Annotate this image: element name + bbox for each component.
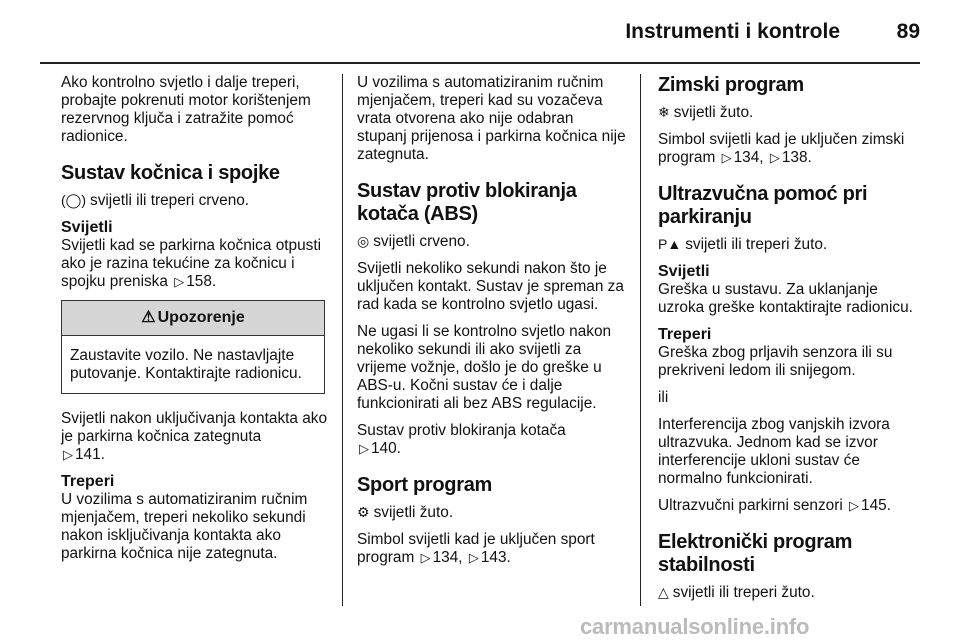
page-title: Instrumenti i kontrole [625,20,840,43]
paragraph: Ako kontrolno svjetlo i dalje treperi, probajte pokrenuti motor korištenjem rezervnog ključa i zatražite pomoć radionice. [61,74,311,145]
parking-assist-icon: P▲ [658,236,682,252]
indicator-line: (◯) svijetli ili treperi crveno. [61,192,250,209]
page-ref-icon: ▷ [849,498,860,513]
paragraph: Svijetli kad se parkirna kočnica otpusti ako je razina tekućine za kočnicu i spojku preniska ▷ 158. [61,237,322,290]
indicator-line: P▲ svijetli ili treperi žuto. [658,236,828,253]
page-ref-icon: ▷ [359,441,369,456]
snowflake-icon: ❄ [658,104,670,120]
section-heading-brakes: Sustav kočnica i spojke [61,162,280,184]
paragraph: Simbol svijetli kad je uključen zimski program ▷ 134, ▷ 138. [658,131,905,166]
indicator-line: △ svijetli ili treperi žuto. [658,584,815,601]
section-heading-esp: Elektronički program stabilnosti [658,531,853,576]
subheading-svijetli: Svijetli [658,263,710,280]
page-ref-icon: ▷ [769,150,780,165]
page-ref-icon: ▷ [420,550,431,565]
section-heading-winter: Zimski program [658,74,804,96]
section-heading-parking: Ultrazvučna pomoć pri parkiranju [658,183,868,228]
column-divider [342,74,343,606]
brake-warning-icon: (◯) [61,192,86,208]
subheading-treperi: Treperi [61,473,115,490]
paragraph: Svijetli nakon uključivanja kontakta ako je parkirna kočnica zategnuta ▷ 141. [61,410,328,463]
paragraph: Greška u sustavu. Za uklanjanje uzroka greške kontaktirajte radionicu. [658,281,913,316]
paragraph: Svijetli nekoliko sekundi nakon što je uključen kontakt. Sustav je spreman za rad kada se kontrolno svjetlo ugasi. [357,260,624,313]
paragraph: U vozilima s automatiziranim ručnim mjenjačem, treperi nekoliko sekundi nakon isključivanja kontakta ako parkirna kočnica nije zategnuta. [61,491,308,562]
column-2 [357,74,627,576]
header-rule [40,62,920,64]
watermark: carmanualsonline.info [580,614,810,639]
warning-body: Zaustavite vozilo. Ne nastavljajte putovanje. Kontaktirajte radionicu. [70,347,302,382]
paragraph: ili [658,389,669,406]
paragraph: Sustav protiv blokiranja kotača ▷ 140. [357,422,566,457]
column-1 [61,74,329,572]
page-ref-icon: ▷ [721,150,732,165]
warning-triangle-icon: ⚠ [141,309,156,326]
warning-box [61,300,325,394]
page-ref-icon: ▷ [63,447,73,462]
page-number: 89 [896,20,920,43]
paragraph: Simbol svijetli kad je uključen sport program ▷ 134, ▷ 143. [357,531,595,566]
paragraph: U vozilima s automatiziranim ručnim mjenjačem, treperi kad su vozačeva vrata otvorena ako nije odabran stupanj prijenosa i parkirna kočnica nije zategnuta. [357,74,626,163]
paragraph: Interferencija zbog vanjskih izvora ultrazvuka. Jednom kad se izvor interferencije ukloni sustav će normalno funkcionirati. [658,416,890,487]
paragraph: Ne ugasi li se kontrolno svjetlo nakon nekoliko sekundi ili ako svijetli za vrijeme vožnje, došlo je do greške u ABS-u. Kočni sustav će i dalje funkcionirati ali bez ABS regulacije. [357,323,612,412]
page-ref-icon: ▷ [468,550,479,565]
subheading-treperi: Treperi [658,326,712,343]
page-ref-icon: ▷ [174,274,185,289]
paragraph: Greška zbog prljavih senzora ili su prekriveni ledom ili snijegom. [658,344,893,379]
column-divider [640,74,641,606]
section-heading-abs: Sustav protiv blokiranja kotača (ABS) [357,180,577,225]
paragraph: Ultrazvučni parkirni senzori ▷ 145. [658,497,891,514]
indicator-line: ❄ svijetli žuto. [658,104,754,121]
warning-header: ⚠ Upozorenje [62,301,324,336]
abs-icon: ◎ [357,233,370,249]
esp-icon: △ [658,584,669,600]
subheading-svijetli: Svijetli [61,219,113,236]
sport-icon: ⚙ [357,504,370,520]
indicator-line: ◎ svijetli crveno. [357,233,470,250]
page-header [0,10,960,50]
section-heading-sport: Sport program [357,474,492,496]
column-3 [658,74,928,611]
indicator-line: ⚙ svijetli žuto. [357,504,454,521]
